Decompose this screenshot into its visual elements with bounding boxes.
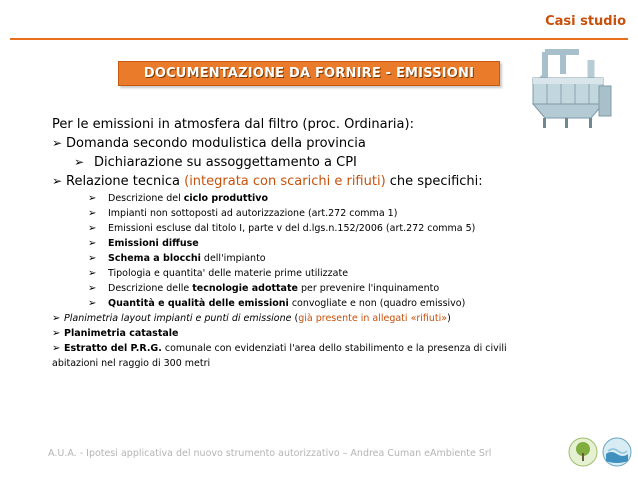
title-text: DOCUMENTAZIONE DA FORNIRE - EMISSIONI [143,66,475,81]
sub-item-schema [52,251,552,266]
arrow-bullet-icon: ➢ [88,298,97,309]
arrow-bullet-icon: ➢ [88,238,97,249]
item-domanda-text: Domanda secondo modulistica della provincia [66,136,366,151]
item-domanda [52,134,552,153]
title-banner [118,61,500,86]
sub-text: Descrizione delle [108,283,193,294]
water-logo-icon [602,437,632,467]
arrow-bullet-icon: ➢ [88,193,97,204]
item-planimetria-catastale [52,326,552,341]
arrow-bullet-icon: ➢ [88,208,97,219]
prg-text: comunale con evidenziati l'area dello stabilimento e la presenza di civili [161,343,507,354]
sub-item-quantita [52,296,552,311]
content-body [52,116,552,371]
sub-text: dell'impianto [200,253,266,264]
sub-text: Tipologia e quantita' delle materie prime utilizzate [108,268,349,279]
sub-text: per prevenire l'inquinamento [297,283,440,294]
arrow-bullet-icon: ➢ [88,253,97,264]
sub-bold: Schema a blocchi [108,253,201,264]
header-divider [10,38,628,40]
planimetria-layout-text: Planimetria layout impianti e punti di emissione [64,313,292,324]
sub-bold: tecnologie adottate [192,283,298,294]
sub-item-ciclo [52,191,552,206]
item-prg-continuation: abitazioni nel raggio di 300 metri [52,358,211,369]
sub-item-tipologia [52,266,552,281]
relazione-text: Relazione tecnica [66,174,185,189]
sub-text: convogliate e non (quadro emissivo) [288,298,466,309]
arrow-bullet-icon: ➢ [88,283,97,294]
sub-item-emissioni-diffuse [52,236,552,251]
item-dichiarazione-text: Dichiarazione su assoggettamento a CPI [94,155,357,170]
sub-bold: Emissioni diffuse [108,238,199,249]
sub-item-emissioni-escluse [52,221,552,236]
sub-text: Descrizione del [108,193,184,204]
item-relazione [52,172,552,191]
footer-text: A.U.A. - Ipotesi applicativa del nuovo strumento autorizzativo – Andrea Cuman eAmbiente Srl [48,448,492,459]
section-title: Casi studio [545,14,626,29]
paren-open: ( [291,313,299,324]
sub-text: Emissioni escluse dal titolo I, parte v del d.lgs.n.152/2006 (art.272 comma 5) [108,223,476,234]
item-dichiarazione [52,153,552,172]
arrow-bullet-icon: ➢ [88,223,97,234]
sub-bold: Quantità e qualità delle emissioni [108,298,289,309]
item-planimetria-layout [52,311,552,326]
relazione-post: che specifichi: [385,174,483,189]
sub-bold: ciclo produttivo [183,193,268,204]
intro-line: Per le emissioni in atmosfera dal filtro (proc. Ordinaria): [52,117,414,132]
arrow-bullet-icon: ➢ [52,136,63,150]
relazione-highlight: (integrata con scarichi e rifiuti) [184,174,386,189]
arrow-bullet-icon: ➢ [74,155,85,169]
sub-item-tecnologie [52,281,552,296]
arrow-bullet-icon: ➢ [52,174,63,188]
sub-item-impianti [52,206,552,221]
arrow-bullet-icon: ➢ [52,313,61,324]
planimetria-layout-highlight: già presente in allegati «rifiuti» [298,313,448,324]
paren-close: ) [447,313,451,324]
planimetria-catastale-text: Planimetria catastale [64,328,179,339]
sub-text: Impianti non sottoposti ad autorizzazione (art.272 comma 1) [108,208,398,219]
arrow-bullet-icon: ➢ [52,343,61,354]
prg-bold: Estratto del P.R.G. [64,343,162,354]
arrow-bullet-icon: ➢ [52,328,61,339]
item-prg [52,341,552,356]
arrow-bullet-icon: ➢ [88,268,97,279]
tree-logo-icon [568,437,598,467]
